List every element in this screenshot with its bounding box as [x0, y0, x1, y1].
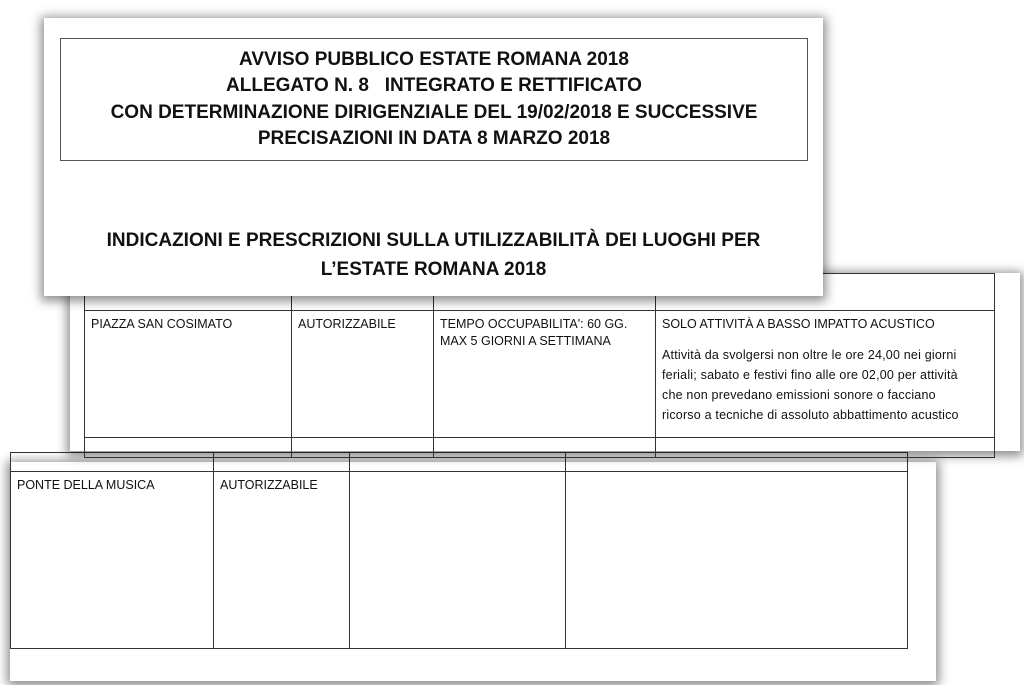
table-row [11, 472, 908, 649]
places-table [84, 273, 995, 458]
title-line: CON DETERMINAZIONE DIRIGENZIALE DEL 19/02/2018 E SUCCESSIVE [110, 101, 758, 123]
notes-cell [656, 311, 995, 438]
occupancy-max: MAX 5 GIORNI A SETTIMANA [440, 334, 611, 348]
status-text: AUTORIZZABILE [298, 317, 396, 331]
notes-line: che non prevedano emissioni sonore o facciano [662, 388, 936, 402]
occupancy-cell [350, 472, 566, 649]
place-cell [85, 311, 292, 438]
document-subtitle [44, 226, 823, 284]
status-cell [292, 311, 434, 438]
status-text: AUTORIZZABILE [220, 478, 318, 492]
notes-line: feriali; sabato e festivi fino alle ore 02,00 per attività [662, 368, 958, 382]
place-name: PONTE DELLA MUSICA [17, 478, 155, 492]
places-table [10, 452, 908, 649]
title-box [60, 38, 808, 161]
notes-line: Attività da svolgersi non oltre le ore 24,00 nei giorni [662, 348, 957, 362]
table-row [85, 311, 995, 438]
place-name: PIAZZA SAN COSIMATO [91, 317, 233, 331]
occupancy-cell [434, 311, 656, 438]
notes-line: ricorso a tecniche di assoluto abbattimento acustico [662, 408, 959, 422]
table-row [85, 438, 995, 458]
table-excerpt-ponte-della-musica [10, 462, 936, 681]
occupancy-time: TEMPO OCCUPABILITA': 60 GG. [440, 317, 628, 331]
notes-cell [566, 472, 908, 649]
place-cell [11, 472, 214, 649]
table-excerpt-piazza-san-cosimato [70, 273, 1020, 451]
title-line: PRECISAZIONI IN DATA 8 MARZO 2018 [257, 128, 611, 149]
status-cell [214, 472, 350, 649]
document-header-sheet [44, 18, 823, 296]
subtitle-line: INDICAZIONI E PRESCRIZIONI SULLA UTILIZZABILITÀ DEI LUOGHI PER [106, 230, 761, 251]
title-line: AVVISO PUBBLICO ESTATE ROMANA 2018 [239, 48, 629, 70]
notes-body [662, 345, 994, 425]
title-line: ALLEGATO N. 8 INTEGRATO E RETTIFICATO [226, 75, 642, 96]
notes-title: SOLO ATTIVITÀ A BASSO IMPATTO ACUSTICO [662, 317, 935, 331]
subtitle-line: L’ESTATE ROMANA 2018 [320, 259, 547, 280]
